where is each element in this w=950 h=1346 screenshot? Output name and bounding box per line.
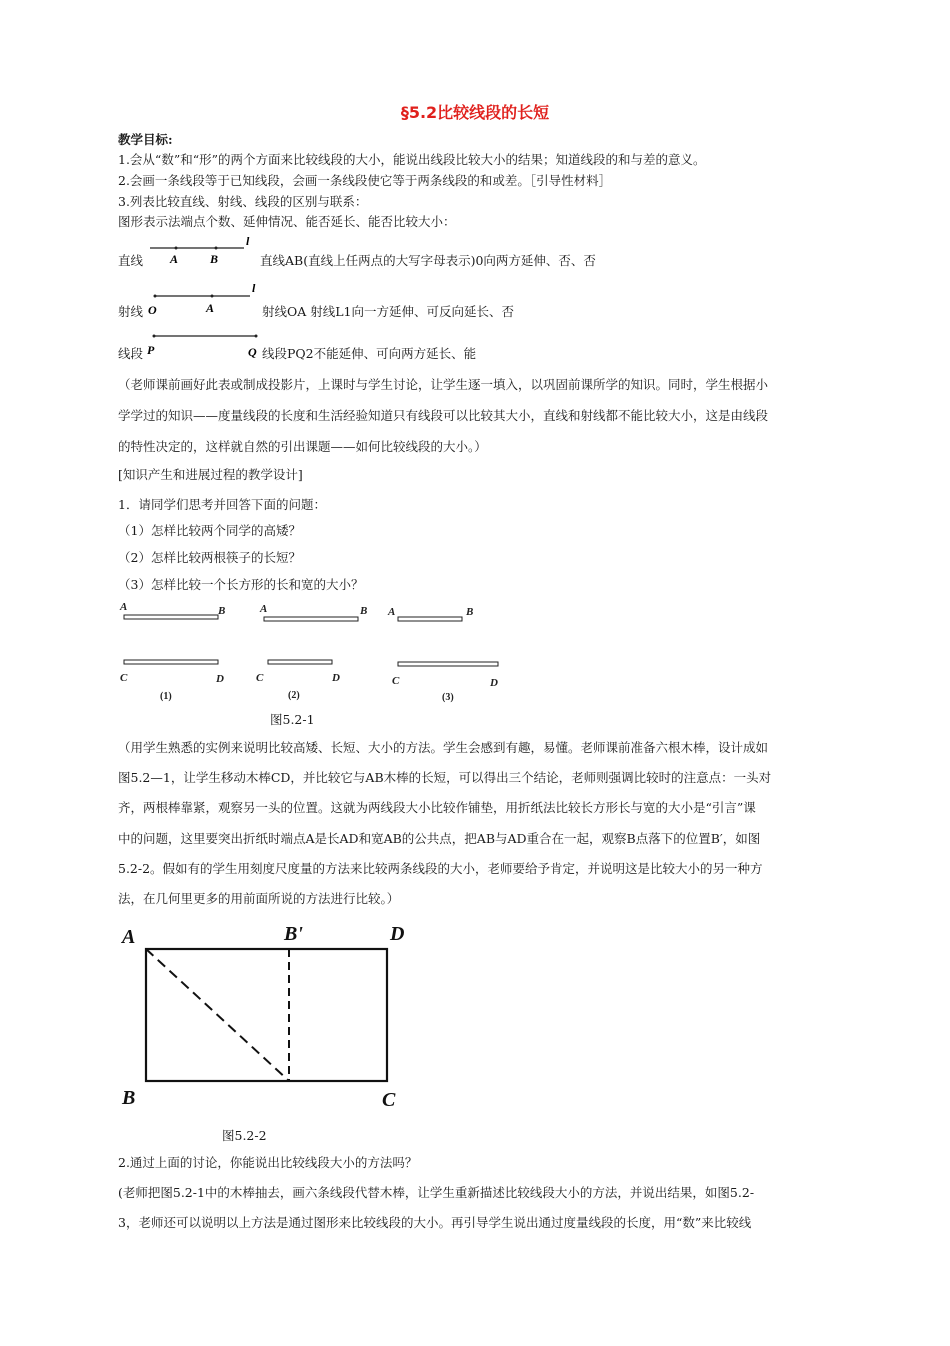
fig1-d-label: D — [332, 672, 340, 684]
segment-figure — [144, 328, 266, 362]
fig2-bprime-label: B' — [284, 923, 303, 945]
questions-intro: 1．请同学们思考并回答下面的问题： — [118, 497, 326, 512]
point-a-label: A — [170, 252, 179, 266]
row-line-name: 直线 — [118, 253, 144, 268]
row-ray-name: 射线 — [118, 304, 144, 319]
fig2-a-label: A — [122, 926, 136, 948]
fig1-sub-label: (2) — [288, 690, 300, 701]
point-p-label: P — [147, 343, 155, 357]
figure-5-2-2-caption: 图5.2-2 — [222, 1128, 267, 1143]
fig1-b-label: B — [360, 605, 368, 617]
paragraph-line: （老师课前画好此表或制成投影片，上课时与学生讨论，让学生逐一填入，以巩固前课所学的知识。同时，学生根据小 — [118, 377, 769, 392]
fig1-sub-label: (3) — [442, 692, 454, 703]
fig2-b-label: B — [122, 1087, 136, 1109]
line-figure — [146, 233, 258, 269]
row-segment-name: 线段 — [118, 346, 144, 361]
fig2-d-label: D — [390, 923, 405, 945]
question-2: 2.通过上面的讨论，你能说出比较线段大小的方法吗？ — [118, 1155, 418, 1170]
paragraph-line: 学学过的知识——度量线段的长度和生活经验知道只有线段可以比较其大小，直线和射线都不能比较大小，这是由线段 — [118, 408, 769, 423]
fig1-c-label: C — [392, 675, 400, 687]
figure-5-2-1-caption: 图5.2-1 — [270, 712, 315, 727]
point-q-label: Q — [248, 345, 257, 359]
fig1-sub-label: (1) — [160, 691, 172, 702]
paragraph-line: 3，老师还可以说明以上方法是通过图形来比较线段的大小。再引导学生说出通过度量线段的长度，用“数”来比较线 — [118, 1215, 752, 1230]
row-ray-desc: 射线OA 射线L1向一方延伸、可反向延长、否 — [262, 304, 515, 319]
figure-5-2-1 — [110, 598, 510, 708]
row-segment-desc: 线段PQ2不能延伸、可向两方延长、能 — [262, 346, 477, 361]
design-heading: [知识产生和进展过程的教学设计] — [118, 467, 303, 482]
ray-figure — [144, 280, 260, 318]
row-line-desc: 直线AB(直线上任两点的大写字母表示)0向两方延伸、否、否 — [260, 253, 596, 268]
paragraph-line: (老师把图5.2-1中的木棒抽去，画六条线段代替木棒，让学生重新描述比较线段大小的方法，并说出结果，如图5.2- — [118, 1185, 755, 1200]
fig1-a-label: A — [260, 603, 268, 615]
figure-5-2-2 — [118, 918, 418, 1118]
fig1-b-label: B — [218, 605, 226, 617]
fig1-a-label: A — [120, 601, 128, 613]
fig1-a-label: A — [388, 606, 396, 618]
page-title: §5.2比较线段的长短 — [400, 103, 550, 122]
question-item: （3）怎样比较一个长方形的长和宽的大小？ — [118, 577, 364, 592]
objective-item: 1.会从“数”和“形”的两个方面来比较线段的大小，能说出线段比较大小的结果；知道线段的和与差的意义。 — [118, 152, 706, 167]
fig2-c-label: C — [382, 1089, 396, 1111]
objective-item: 2.会画一条线段等于已知线段，会画一条线段使它等于两条线段的和或差。［引导性材料］ — [118, 173, 612, 188]
objectives-heading: 教学目标: — [118, 132, 173, 147]
objective-item: 图形表示法端点个数、延伸情况、能否延长、能否比较大小： — [118, 214, 456, 229]
paragraph-line: 法，在几何里更多的用前面所说的方法进行比较。） — [118, 891, 400, 906]
fig1-c-label: C — [256, 672, 264, 684]
fig1-c-label: C — [120, 672, 128, 684]
fig1-d-label: D — [216, 673, 224, 685]
line-l-label: l — [246, 234, 250, 248]
question-item: （2）怎样比较两根筷子的长短？ — [118, 550, 301, 565]
fig1-b-label: B — [466, 606, 474, 618]
ray-l-label: l — [252, 281, 256, 295]
fig1-d-label: D — [490, 677, 498, 689]
question-item: （1）怎样比较两个同学的高矮？ — [118, 523, 301, 538]
point-b-label: B — [210, 252, 219, 266]
paragraph-line: 5.2-2。假如有的学生用刻度尺度量的方法来比较两条线段的大小，老师要给予肯定，并说明这是比较大小的另一种方 — [118, 861, 763, 876]
point-a-label: A — [206, 301, 215, 315]
paragraph-line: 图5.2—1，让学生移动木棒CD，并比较它与AB木棒的长短，可以得出三个结论，老师则强调比较时的注意点：一头对 — [118, 770, 772, 785]
objective-item: 3.列表比较直线、射线、线段的区别与联系： — [118, 194, 368, 209]
paragraph-line: （用学生熟悉的实例来说明比较高矮、长短、大小的方法。学生会感到有趣，易懂。老师课前准备六根木棒，设计成如 — [118, 740, 769, 755]
paragraph-line: 中的问题，这里要突出折纸时端点A是长AD和宽AB的公共点，把AB与AD重合在一起，观察B点落下的位置B′，如图 — [118, 831, 761, 846]
paragraph-line: 的特性决定的，这样就自然的引出课题——如何比较线段的大小。） — [118, 439, 487, 454]
point-o-label: O — [148, 303, 157, 317]
paragraph-line: 齐，两根棒靠紧，观察另一头的位置。这就为两线段大小比较作铺垫，用折纸法比较长方形长与宽的大小是“引言”课 — [118, 800, 756, 815]
